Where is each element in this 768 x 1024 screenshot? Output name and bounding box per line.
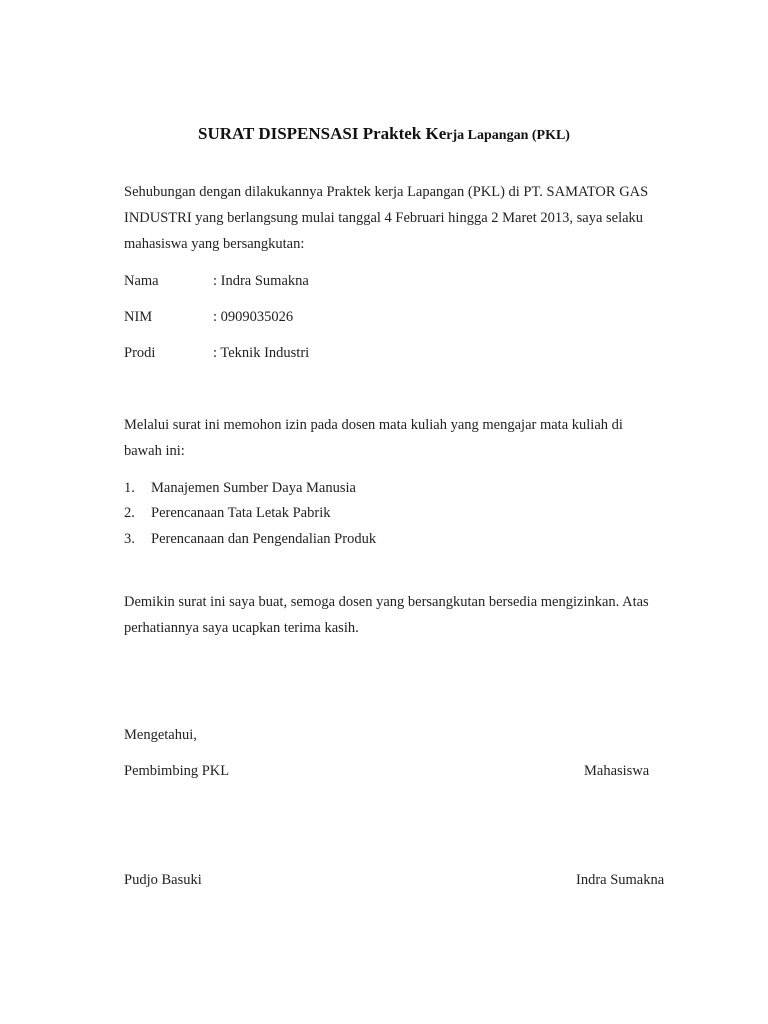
list-item: Perencanaan Tata Letak Pabrik [151, 505, 331, 521]
list-item-number: 2. [124, 505, 135, 521]
field-label-nama: Nama [124, 273, 159, 289]
request-line-2: bawah ini: [124, 443, 185, 459]
right-role: Mahasiswa [584, 763, 650, 779]
list-item-number: 1. [124, 480, 135, 496]
field-value-prodi: : Teknik Industri [213, 345, 310, 361]
intro-line-2: INDUSTRI yang berlangsung mulai tanggal 4 Februari hingga 2 Maret 2013, saya selaku [124, 210, 644, 226]
intro-line-3: mahasiswa yang bersangkutan: [124, 236, 305, 252]
field-value-nim: : 0909035026 [213, 309, 294, 325]
left-signer-name: Pudjo Basuki [124, 872, 202, 888]
field-label-nim: NIM [124, 309, 153, 325]
title-part-2: rja Lapangan (PKL) [446, 128, 570, 143]
field-label-prodi: Prodi [124, 345, 156, 361]
page-title [0, 124, 768, 144]
request-line-1: Melalui surat ini memohon izin pada dosen mata kuliah yang mengajar mata kuliah di [124, 417, 623, 433]
closing-line-2: perhatiannya saya ucapkan terima kasih. [124, 620, 359, 636]
acknowledged-label: Mengetahui, [124, 727, 197, 743]
list-item: Perencanaan dan Pengendalian Produk [151, 531, 377, 547]
closing-line-1: Demikin surat ini saya buat, semoga dosen yang bersangkutan bersedia mengizinkan. Atas [124, 594, 649, 610]
intro-line-1: Sehubungan dengan dilakukannya Praktek kerja Lapangan (PKL) di PT. SAMATOR GAS [124, 184, 649, 200]
list-item: Manajemen Sumber Daya Manusia [151, 480, 356, 496]
list-item-number: 3. [124, 531, 135, 547]
right-signer-name: Indra Sumakna [576, 872, 665, 888]
title-part-1: SURAT DISPENSASI Praktek Ke [198, 124, 447, 143]
left-role: Pembimbing PKL [124, 763, 230, 779]
field-value-nama: : Indra Sumakna [213, 273, 309, 289]
